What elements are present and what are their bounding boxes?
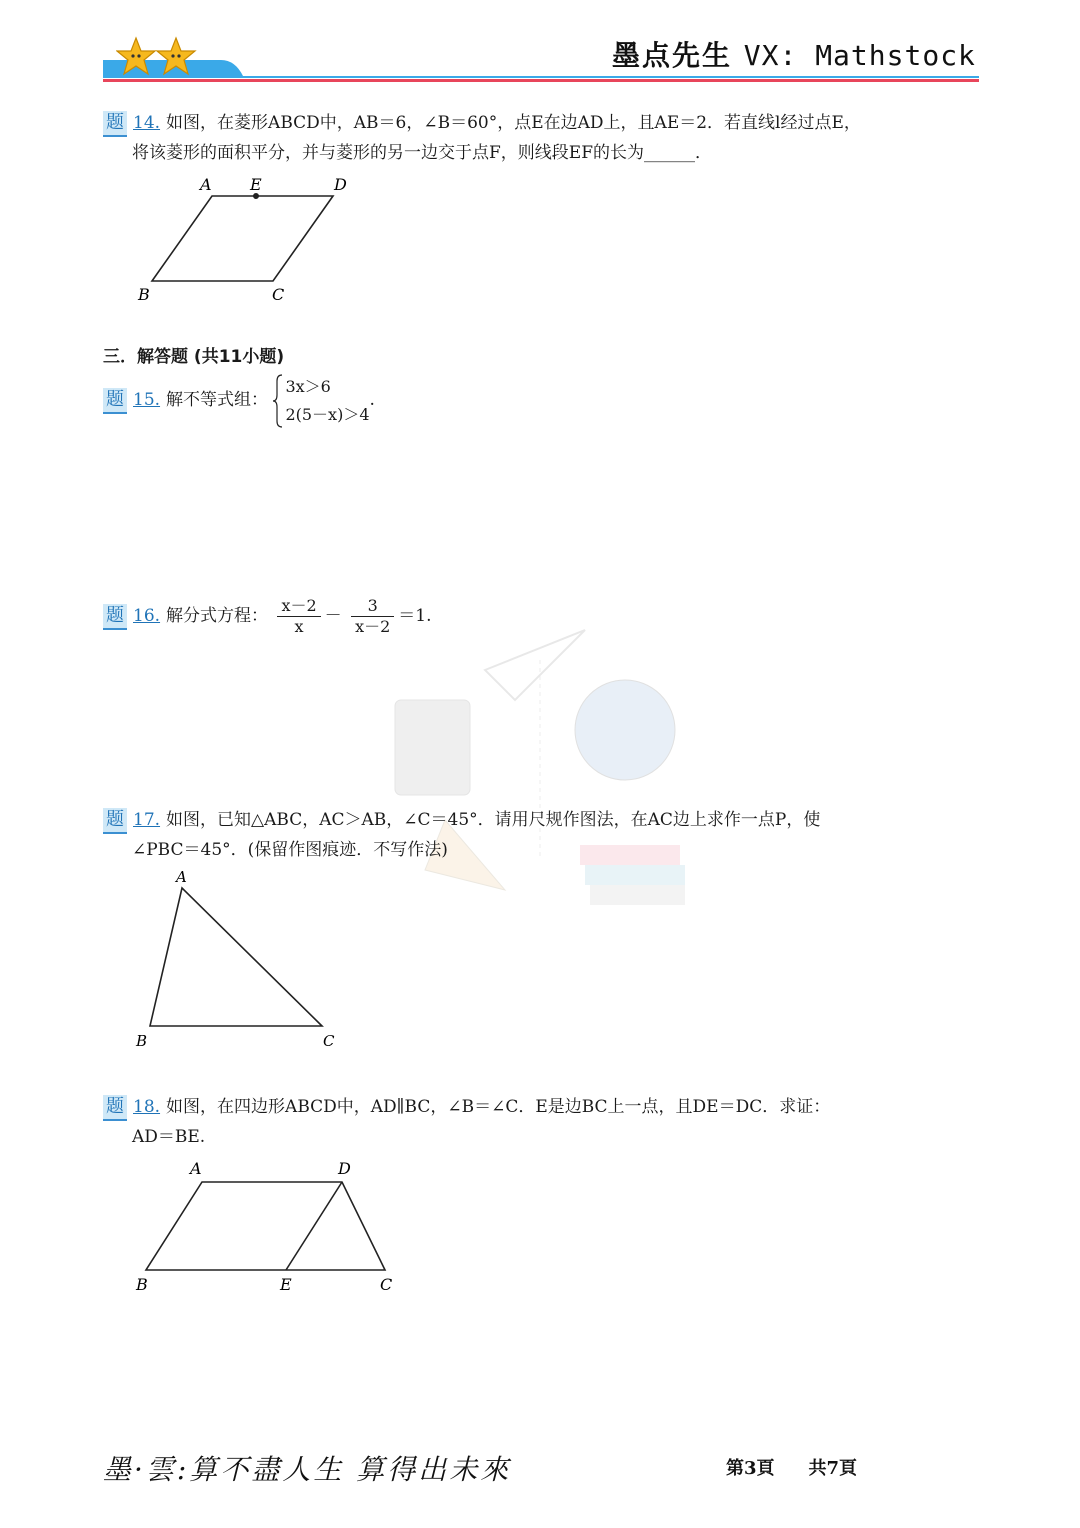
question-tag: 题 — [103, 808, 127, 834]
brace-icon — [273, 373, 283, 429]
fraction-2-numerator: 3 — [351, 596, 394, 617]
label-c: C — [323, 1032, 335, 1050]
question-17-line1 — [103, 805, 820, 835]
question-prompt: 解分式方程： — [166, 606, 269, 626]
label-c: C — [272, 285, 285, 304]
triangle-figure — [126, 866, 356, 1056]
question-14-line1 — [103, 108, 861, 138]
rhombus-shape — [152, 196, 333, 281]
question-tag: 题 — [103, 604, 127, 630]
page-total: 共7頁 — [808, 1458, 858, 1479]
fraction-1-numerator: x－2 — [277, 596, 320, 617]
footer-motto: 墨·雲:算不盡人生 算得出未來 — [103, 1453, 512, 1486]
question-number: 18. — [133, 1097, 161, 1117]
question-14-line2: 将该菱形的面积平分，并与菱形的另一边交于点F，则线段EF的长为______． — [132, 143, 712, 163]
label-b: B — [136, 1032, 148, 1050]
inequality-2: 2(5－x)＞4 — [285, 404, 370, 424]
section-title: 三．解答题 (共11小题) — [103, 347, 285, 367]
stars-logo-icon — [116, 36, 200, 80]
label-e: E — [250, 175, 262, 194]
label-b: B — [136, 1275, 148, 1294]
trapezoid-figure — [130, 1154, 410, 1300]
rhombus-figure — [130, 170, 370, 310]
triangle-shape — [150, 888, 322, 1026]
question-15 — [103, 372, 375, 432]
question-18-line2: AD＝BE. — [132, 1127, 206, 1147]
question-text: 如图，已知△ABC，AC＞AB，∠C＝45°．请用尺规作图法，在AC边上求作一点P，使 — [166, 810, 821, 830]
page-number: 第3頁 — [726, 1458, 775, 1479]
footer-page-info — [726, 1454, 857, 1480]
trapezoid-shape — [146, 1182, 385, 1270]
question-text: 如图，在菱形ABCD中，AB＝6，∠B＝60°，点E在边AD上，且AE＝2．若直线l经过点E， — [166, 113, 861, 133]
label-d: D — [334, 175, 347, 194]
question-tag: 题 — [103, 1095, 127, 1121]
question-number: 16. — [133, 606, 161, 626]
fraction-1-denominator: x — [294, 617, 304, 636]
label-b: B — [138, 285, 150, 304]
question-text: 如图，在四边形ABCD中，AD∥BC，∠B＝∠C．E是边BC上一点，且DE＝DC．求证： — [166, 1097, 831, 1117]
label-d: D — [338, 1159, 351, 1178]
question-tag: 题 — [103, 388, 127, 414]
inequality-system — [273, 373, 369, 429]
question-18-line1 — [103, 1092, 830, 1122]
fraction-2-denominator: x－2 — [355, 617, 391, 636]
question-number: 17. — [133, 810, 161, 830]
segment-de — [286, 1182, 342, 1270]
brand-name: 墨点先生 — [612, 39, 733, 72]
equation-rhs: ＝1. — [398, 606, 432, 626]
question-prompt: 解不等式组： — [166, 390, 269, 410]
label-a: A — [190, 1159, 202, 1178]
brand-contact: VX: Mathstock — [743, 39, 976, 72]
watermark-illustration — [385, 620, 705, 920]
label-a: A — [200, 175, 212, 194]
fraction-1 — [277, 596, 320, 637]
label-a: A — [176, 868, 187, 886]
header-brand — [612, 34, 976, 74]
question-number: 15. — [133, 390, 161, 410]
question-number: 14. — [133, 113, 161, 133]
inequality-1: 3x＞6 — [285, 376, 331, 396]
label-e: E — [280, 1275, 292, 1294]
question-16 — [103, 594, 432, 638]
end-dot: . — [369, 390, 375, 410]
minus-sign: － — [324, 606, 342, 626]
question-tag: 题 — [103, 111, 127, 137]
question-17-line2: ∠PBC＝45°．(保留作图痕迹．不写作法) — [132, 840, 448, 860]
label-c: C — [380, 1275, 393, 1294]
